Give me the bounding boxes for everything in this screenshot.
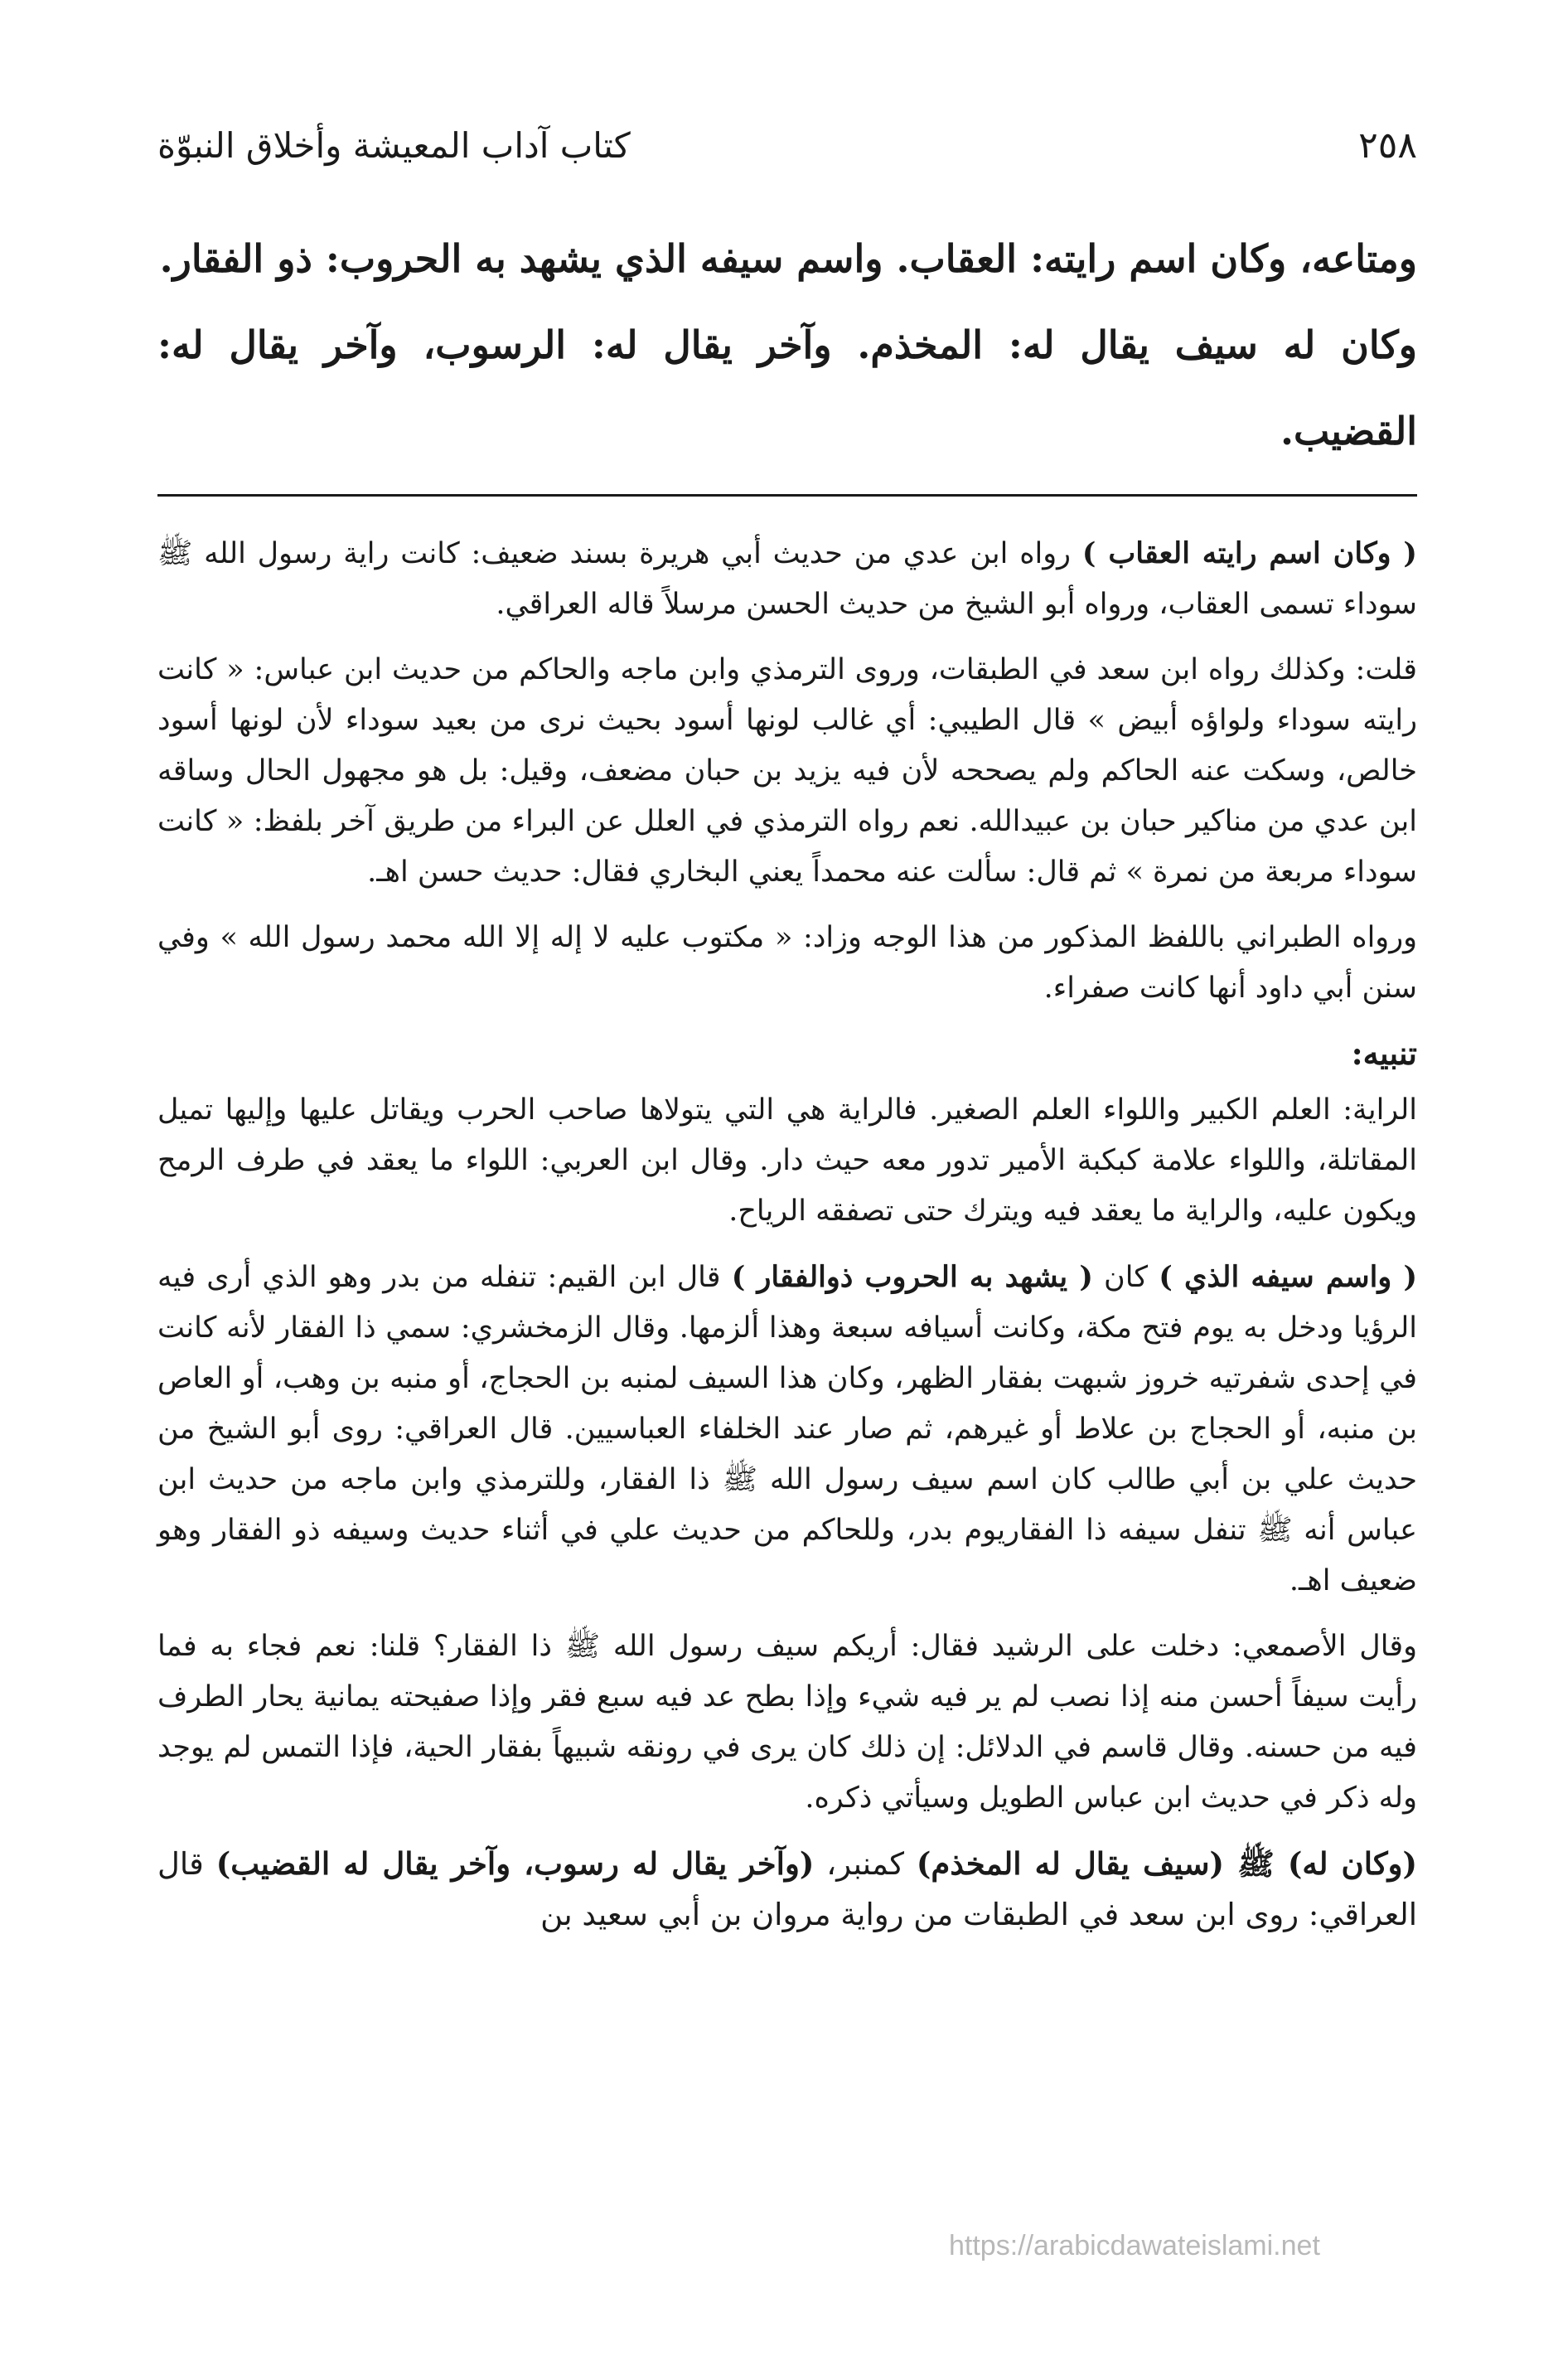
quoted-matn: (وكان له) ﷺ (سيف يقال له المخذم) <box>916 1845 1417 1882</box>
quoted-matn: (وآخر يقال له رسوب، وآخر يقال له القضيب) <box>215 1845 815 1882</box>
main-text <box>157 216 1417 474</box>
commentary-paragraph <box>157 1839 1417 1940</box>
section-divider <box>157 494 1417 497</box>
book-page <box>157 124 1417 1955</box>
paragraph-text: رواه ابن عدي من حديث أبي هريرة بسند ضعيف: كانت راية رسول الله ﷺ سوداء تسمى العقاب، ورواه أبو الشيخ من حديث الحسن مرسلاً قاله العراقي. <box>157 537 1417 621</box>
quoted-matn: ( يشهد به الحروب ذوالفقار ) <box>731 1260 1093 1294</box>
main-text-line: ومتاعه، وكان اسم رايته: العقاب. واسم سيفه الذي يشهد به الحروب: ذو الفقار. <box>159 236 1417 281</box>
page-number: ٢٥٨ <box>1358 124 1417 167</box>
watermark-url: https://arabicdawateislami.net <box>949 2230 1320 2261</box>
quoted-matn: ( وكان اسم رايته العقاب ) <box>1081 536 1417 570</box>
paragraph-text: كمنبر، <box>814 1846 917 1882</box>
running-title: كتاب آداب المعيشة وأخلاق النبوّة <box>157 125 631 166</box>
commentary-paragraph: وقال الأصمعي: دخلت على الرشيد فقال: أريكم سيف رسول الله ﷺ ذا الفقار؟ قلنا: نعم فجاء به فما رأيت سيفاً أحسن منه إذا نصب لم ير فيه شيء وإذا بطح عد فيه سبع فقر وإذا صفيحته يمانية يحار الطرف فيه من حسنه. وقال قاسم في الدلائل: إن ذلك كان يرى في رونقه شبيهاً بفقار الحية، فإذا التمس لم يوجد وله ذكر في حديث ابن عباس الطويل وسيأتي ذكره. <box>157 1630 1417 1815</box>
commentary-paragraph <box>157 528 1417 630</box>
quoted-matn: ( واسم سيفه الذي ) <box>1159 1260 1418 1294</box>
commentary-paragraph: قلت: وكذلك رواه ابن سعد في الطبقات، وروى الترمذي وابن ماجه والحاكم من حديث ابن عباس: « كانت رايته سوداء ولواؤه أبيض » قال الطيبي: أي غالب لونها أسود بحيث نرى من بعيد سوداء لأن لونها أسود خالص، وسكت عنه الحاكم ولم يصححه لأن فيه يزيد بن حبان مضعف، وقيل: بل هو مجهول الحال وساقه ابن عدي من مناكير حبان بن عبيدالله. نعم رواه الترمذي في العلل عن البراء من طريق آخر بلفظ: « كانت سوداء مربعة من نمرة » ثم قال: سألت عنه محمداً يعني البخاري فقال: حديث حسن اهـ. <box>157 653 1417 889</box>
paragraph-text: كان <box>1092 1261 1159 1294</box>
paragraph-text: قال العراقي: روى ابن سعد في الطبقات من رواية مروان بن أبي سعيد بن <box>157 1846 1417 1932</box>
commentary-paragraph: ورواه الطبراني باللفظ المذكور من هذا الوجه وزاد: « مكتوب عليه لا إله إلا الله محمد رسول الله » وفي سنن أبي داود أنها كانت صفراء. <box>157 921 1417 1005</box>
commentary <box>157 528 1417 1940</box>
commentary-paragraph <box>157 1252 1417 1607</box>
page-header <box>157 124 1417 182</box>
section-heading: تنبيه: <box>1351 1035 1417 1072</box>
main-text-line: وكان له سيف يقال له: المخذم. وآخر يقال له: الرسوب، وآخر يقال له: القضيب. <box>157 322 1417 453</box>
commentary-paragraph: الراية: العلم الكبير واللواء العلم الصغير. فالراية هي التي يتولاها صاحب الحرب ويقاتل عليها وإليها تميل المقاتلة، واللواء علامة كبكبة الأمير تدور معه حيث دار. وقال ابن العربي: اللواء ما يعقد في طرف الرمح ويكون عليه، والراية ما يعقد فيه ويترك حتى تصفقه الرياح. <box>157 1093 1417 1228</box>
paragraph-text: قال ابن القيم: تنفله من بدر وهو الذي أرى فيه الرؤيا ودخل به يوم فتح مكة، وكانت أسيافه سبعة وهذا ألزمها. وقال الزمخشري: سمي ذا الفقار لأنه كانت في إحدى شفرتيه خروز شبهت بفقار الظهر، وكان هذا السيف لمنبه بن الحجاج، أو منبه بن وهب، أو العاص بن منبه، أو الحجاج بن علاط أو غيرهم، ثم صار عند الخلفاء العباسيين. قال العراقي: روى أبو الشيخ من حديث علي بن أبي طالب كان اسم سيف رسول الله ﷺ ذا الفقار، وللترمذي وابن ماجه من حديث ابن عباس أنه ﷺ تنفل سيفه ذا الفقاريوم بدر، وللحاكم من حديث علي في أثناء حديث وسيفه ذو الفقار وهو ضعيف اهـ. <box>157 1261 1417 1597</box>
